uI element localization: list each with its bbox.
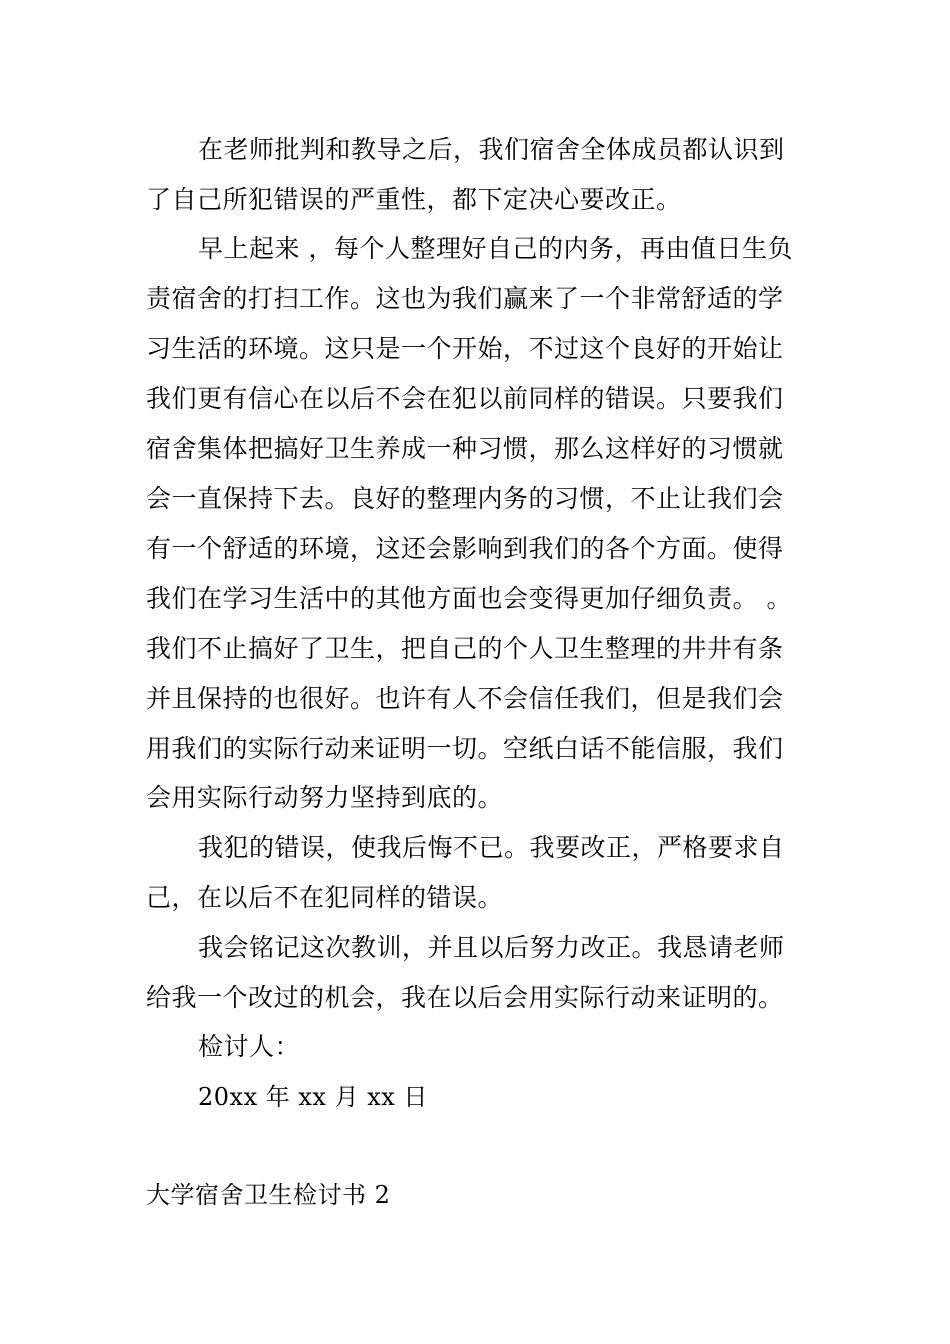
signature-date: 20xx 年 xx 月 xx 日 — [198, 1083, 428, 1111]
paragraph-2-line-3: 习生活的环境。这只是一个开始，不过这个良好的开始让 — [146, 334, 784, 363]
paragraph-2-line-10: 并且保持的也很好。也许有人不会信任我们，但是我们会 — [146, 684, 784, 713]
paragraph-3-line-1: 我犯的错误，使我后悔不已。我要改正，严格要求自 — [198, 833, 785, 862]
paragraph-2-line-1: 早上起来 ，每个人整理好自己的内务，再由值日生负 — [198, 234, 793, 263]
paragraph-1-line-1: 在老师批判和教导之后，我们宿舍全体成员都认识到 — [198, 135, 785, 164]
next-document-title: 大学宿舍卫生检讨书 2 — [146, 1181, 391, 1209]
paragraph-2-line-2: 责宿舍的打扫工作。这也为我们赢来了一个非常舒适的学 — [146, 284, 784, 313]
paragraph-2-line-7: 有一个舒适的环境，这还会影响到我们的各个方面。使得 — [146, 534, 784, 563]
paragraph-1-line-2: 了自己所犯错误的严重性，都下定决心要改正。 — [146, 185, 682, 214]
paragraph-2-line-9: 我们不止搞好了卫生，把自己的个人卫生整理的井井有条 — [146, 634, 784, 663]
paragraph-2-line-8: 我们在学习生活中的其他方面也会变得更加仔细负责。 。 — [146, 584, 792, 613]
paragraph-4-line-2: 给我一个改过的机会，我在以后会用实际行动来证明的。 — [146, 983, 784, 1012]
paragraph-4-line-1: 我会铭记这次教训，并且以后努力改正。我恳请老师 — [198, 933, 785, 962]
paragraph-2-line-11: 用我们的实际行动来证明一切。空纸白话不能信服，我们 — [146, 734, 784, 763]
paragraph-2-line-5: 宿舍集体把搞好卫生养成一种习惯，那么这样好的习惯就 — [146, 434, 784, 463]
signature-label: 检讨人： — [198, 1032, 301, 1061]
paragraph-2-line-6: 会一直保持下去。良好的整理内务的习惯，不止让我们会 — [146, 484, 784, 513]
paragraph-2-line-12: 会用实际行动努力坚持到底的。 — [146, 783, 504, 812]
paragraph-3-line-2: 己，在以后不在犯同样的错误。 — [146, 883, 504, 912]
paragraph-2-line-4: 我们更有信心在以后不会在犯以前同样的错误。只要我们 — [146, 384, 784, 413]
